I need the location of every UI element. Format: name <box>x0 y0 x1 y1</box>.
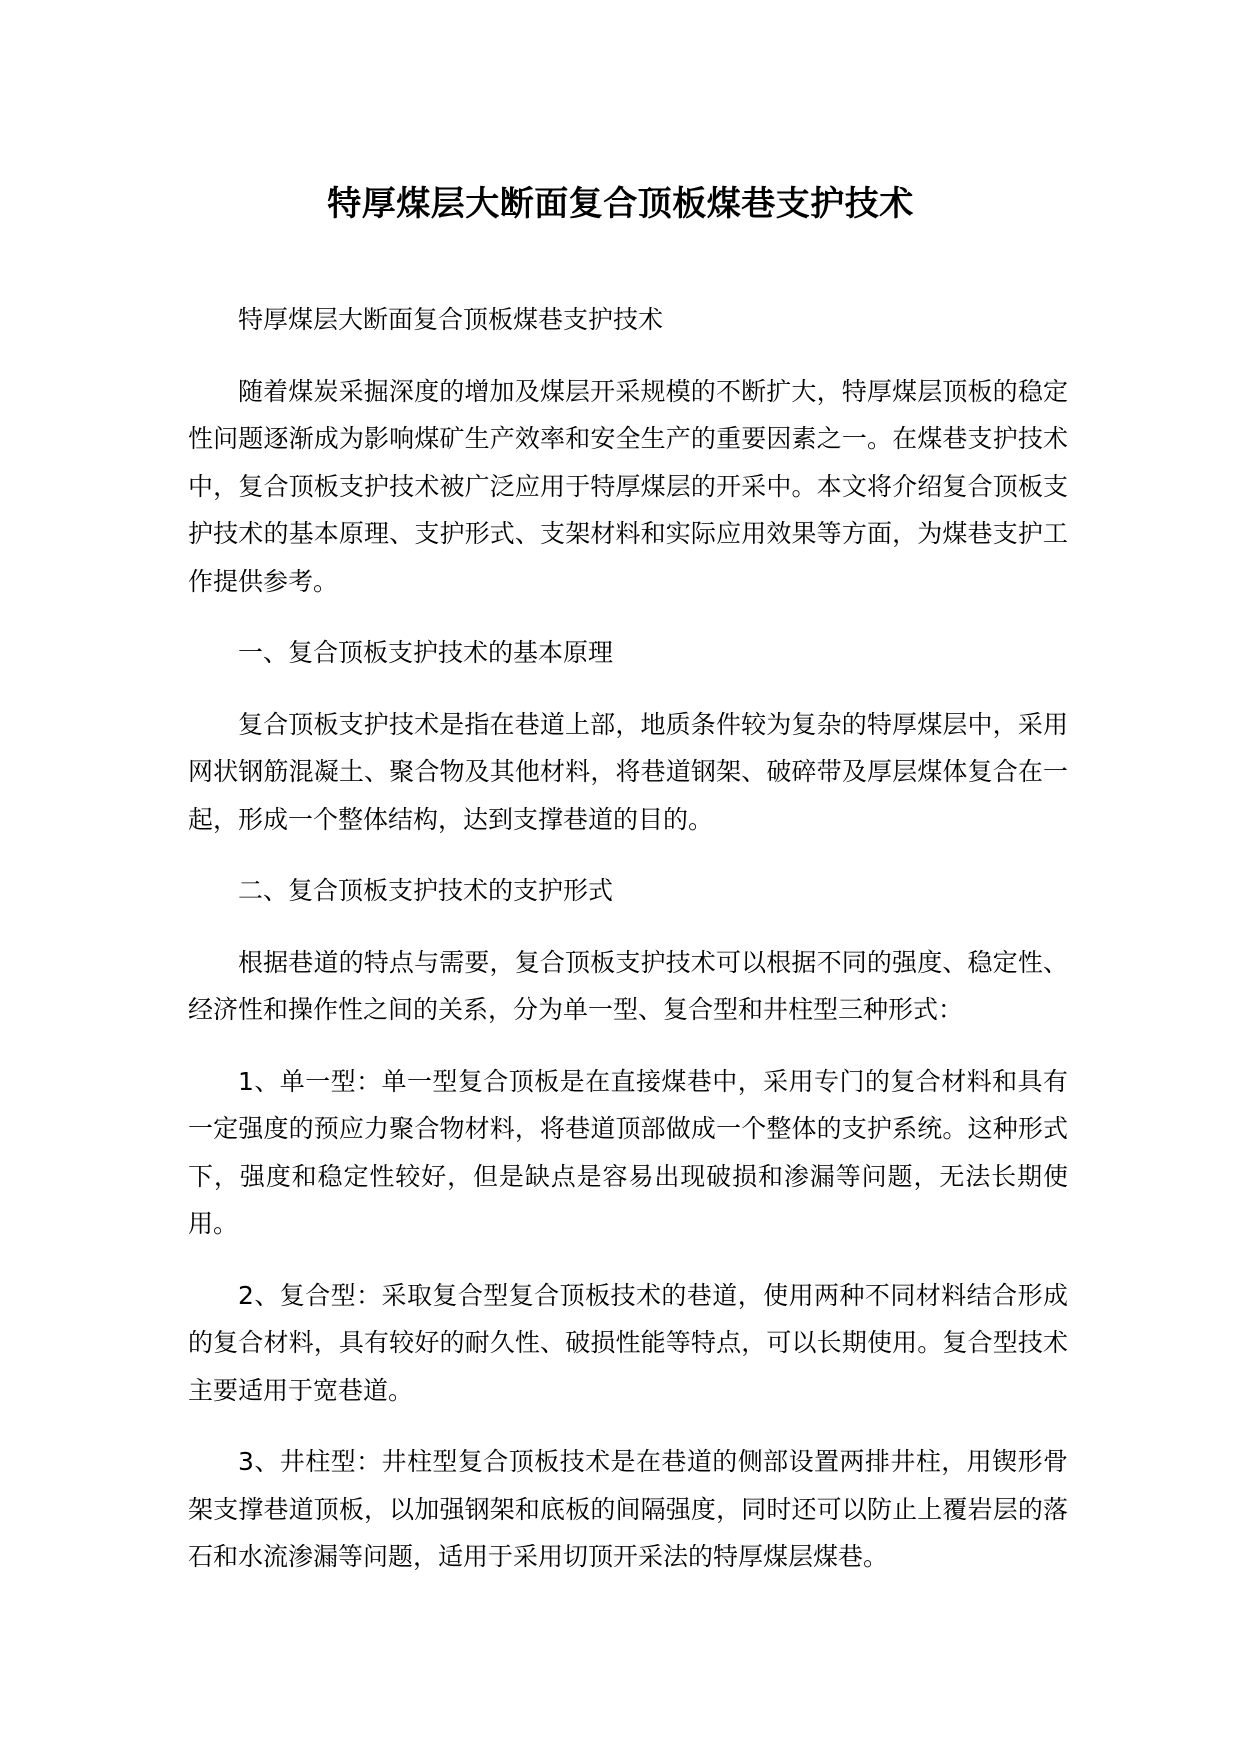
paragraph-composite-type: 2、复合型：采取复合型复合顶板技术的巷道，使用两种不同材料结合形成的复合材料，具有较好的耐久性、破损性能等特点，可以长期使用。复合型技术主要适用于宽巷道。 <box>188 1280 1068 1405</box>
document-title: 特厚煤层大断面复合顶板煤巷支护技术 <box>327 184 914 224</box>
section-heading-principle: 一、复合顶板支护技术的基本原理 <box>238 638 614 667</box>
paragraph-introduction: 随着煤炭采掘深度的增加及煤层开采规模的不断扩大，特厚煤层顶板的稳定性问题逐渐成为影响煤矿生产效率和安全生产的重要因素之一。在煤巷支护技术中，复合顶板支护技术被广泛应用于特厚煤层的开采中。本文将介绍复合顶板支护技术的基本原理、支护形式、支架材料和实际应用效果等方面，为煤巷支护工作提供参考。 <box>188 376 1068 596</box>
paragraph-subtitle: 特厚煤层大断面复合顶板煤巷支护技术 <box>238 305 664 334</box>
paragraph-principle: 复合顶板支护技术是指在巷道上部，地质条件较为复杂的特厚煤层中，采用网状钢筋混凝土、聚合物及其他材料，将巷道钢架、破碎带及厚层煤体复合在一起，形成一个整体结构，达到支撑巷道的目的。 <box>188 709 1068 834</box>
section-heading-forms: 二、复合顶板支护技术的支护形式 <box>238 876 614 905</box>
paragraph-forms-intro: 根据巷道的特点与需要，复合顶板支护技术可以根据不同的强度、稳定性、经济性和操作性之间的关系，分为单一型、复合型和井柱型三种形式： <box>188 947 1068 1024</box>
paragraph-pillar-type: 3、井柱型：井柱型复合顶板技术是在巷道的侧部设置两排井柱，用锲形骨架支撑巷道顶板，以加强钢架和底板的间隔强度，同时还可以防止上覆岩层的落石和水流渗漏等问题，适用于采用切顶开采法的特厚煤层煤巷。 <box>188 1447 1068 1571</box>
document-body <box>188 296 1068 1605</box>
paragraph-single-type: 1、单一型：单一型复合顶板是在直接煤巷中，采用专门的复合材料和具有一定强度的预应力聚合物材料，将巷道顶部做成一个整体的支护系统。这种形式下，强度和稳定性较好，但是缺点是容易出现破损和渗漏等问题，无法长期使用。 <box>188 1066 1068 1238</box>
